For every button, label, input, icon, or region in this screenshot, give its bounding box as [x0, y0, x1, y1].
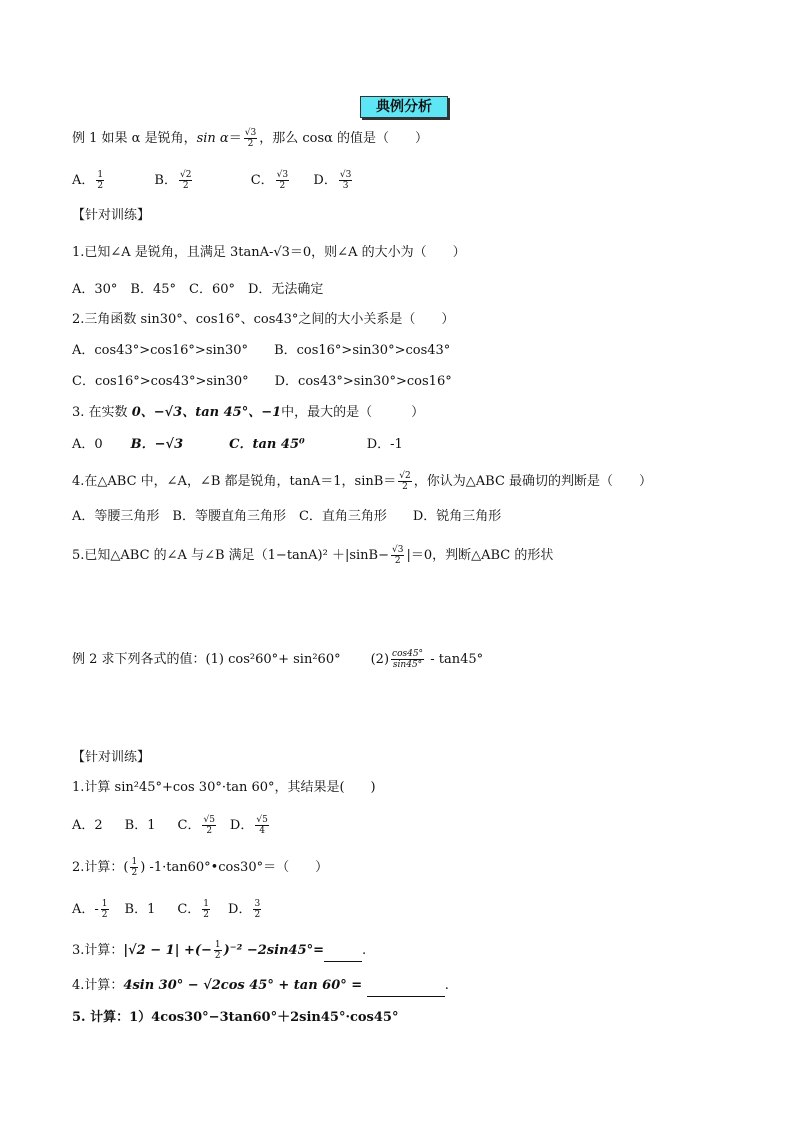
training1-q1-options: A．30° B．45° C．60° D．无法确定 [72, 282, 324, 297]
training2-q2: 2.计算：( $\frac{1}{2}$ ) -1·tan60°•cos30°＝（ ） [72, 857, 329, 878]
answer-blank[interactable] [324, 941, 362, 962]
training1-q3: 3. 在实数 0、−√3、tan 45°、−1中，最大的是（ ） [72, 405, 425, 420]
example-2-question: 例 2 求下列各式的值：(1) cos²60°+ sin²60° (2) $\frac{\cos 45^\circ}{\sin 45^\circ}$ - tan45° [72, 649, 484, 670]
training2-q2-options: A．- $\frac{1}{2}$ B．1 C． $\frac{1}{2}$ D． $\frac{3}{2}$ [72, 899, 261, 920]
training2-q1-options: A．2 B．1 C． $\frac{√5}{2}$ D． $\frac{√5}{4}$ [72, 815, 268, 836]
training1-q2-options-cd: C．cos16°>cos43°>sin30° D．cos43°>sin30°>cos16° [72, 374, 452, 389]
section-title: 典例分析 [360, 96, 448, 118]
training1-q1: 1.已知∠A 是锐角，且满足 3tanA-√3＝0，则∠A 的大小为（ ） [72, 245, 466, 260]
training-header-1: 【针对训练】 [72, 208, 151, 223]
training1-q5: 5.已知△ABC 的∠A 与∠B 满足（1−tanA)² ＋|sinB− $\frac{√3}{2}$ |＝0，判断△ABC 的形状 [72, 545, 554, 566]
training1-q2-options-ab: A．cos43°>cos16°>sin30° B．cos16°>sin30°>cos43° [72, 343, 451, 358]
training1-q3-options: A．0 B．−√3 C．tan 45⁰ D．-1 [72, 437, 403, 452]
example-1-question: 例 1 如果 α 是锐角，sin α＝ $\frac{√3}{2}$ ，那么 cosα 的值是（ ） [72, 128, 429, 149]
training2-q1: 1.计算 sin²45°+cos 30°·tan 60°，其结果是( ) [72, 780, 376, 795]
example-1-options: A． $\frac{1}{2}$ B． $\frac{√2}{2}$ C． $\frac{√3}{2}$ D． $\frac{√3}{3}$ [72, 170, 352, 191]
training2-q3: 3.计算：|√2 − 1| +(− $\frac{1}{2}$ )⁻² −2sin45°= . [72, 940, 367, 961]
training1-q4-options: A．等腰三角形 B．等腰直角三角形 C．直角三角形 D．锐角三角形 [72, 509, 502, 524]
answer-blank[interactable] [367, 976, 445, 997]
training2-q5: 5. 计算：1）4cos30°−3tan60°＋2sin45°·cos45° [72, 1010, 399, 1025]
training-header-2: 【针对训练】 [72, 750, 151, 765]
training1-q4: 4.在△ABC 中，∠A，∠B 都是锐角，tanA＝1，sinB＝ $\frac{√2}{2}$ ，你认为△ABC 最确切的判断是（ ） [72, 471, 653, 492]
training1-q2: 2.三角函数 sin30°、cos16°、cos43°之间的大小关系是（ ） [72, 312, 455, 327]
training2-q4: 4.计算：4sin 30° − √2cos 45° + tan 60° = . [72, 976, 449, 997]
fraction: $\frac{√3}{2}$ [244, 128, 257, 149]
